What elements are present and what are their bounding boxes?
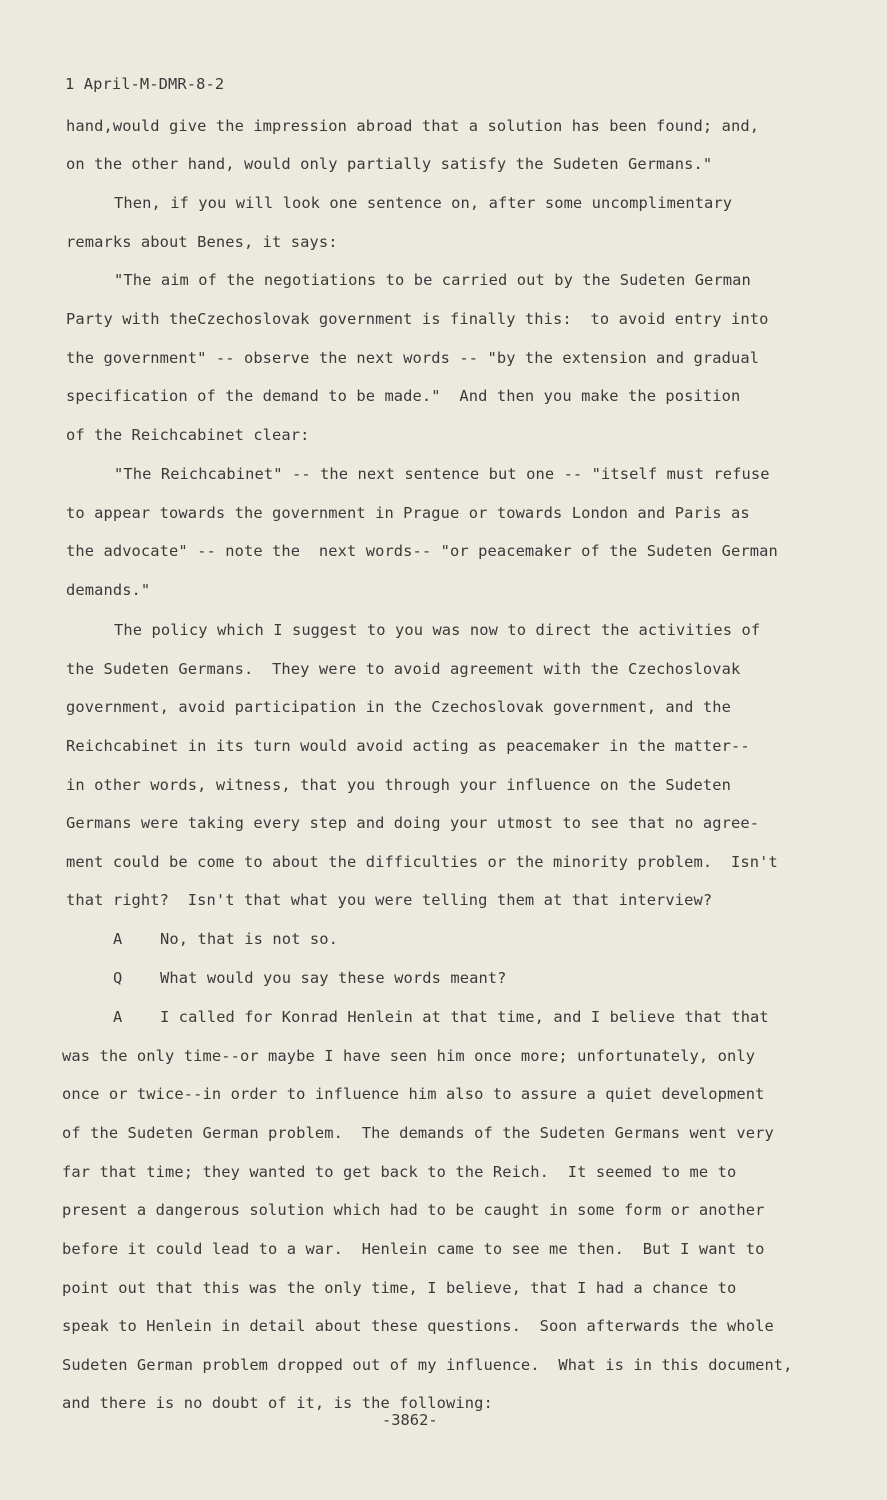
text-line-7: the government" -- observe the next words -- "by the extension and gradual [66,349,760,367]
text-line-14: The policy which I suggest to you was now to direct the activities of [114,621,761,639]
speaker-question: Q [113,969,123,987]
text-line-23: What would you say these words meant? [160,969,507,987]
text-line-20: ment could be come to about the difficulties or the minority problem. Isn't [66,853,778,871]
page-header: 1 April-M-DMR-8-2 [65,75,225,93]
text-line-24: I called for Konrad Henlein at that time, and I believe that that [160,1008,769,1026]
text-line-13: demands." [66,581,151,599]
text-line-29: present a dangerous solution which had to be caught in some form or another [62,1201,765,1219]
text-line-22: No, that is not so. [160,930,338,948]
text-line-6: Party with theCzechoslovak government is finally this: to avoid entry into [66,310,769,328]
text-line-9: of the Reichcabinet clear: [66,426,310,444]
text-line-10: "The Reichcabinet" -- the next sentence but one -- "itself must refuse [114,465,770,483]
text-line-3: Then, if you will look one sentence on, after some uncomplimentary [114,194,733,212]
text-line-15: the Sudeten Germans. They were to avoid agreement with the Czechoslovak [66,660,741,678]
text-line-2: on the other hand, would only partially satisfy the Sudeten Germans." [66,155,713,173]
text-line-31: point out that this was the only time, I believe, that I had a chance to [62,1279,737,1297]
text-line-30: before it could lead to a war. Henlein came to see me then. But I want to [62,1240,765,1258]
text-line-19: Germans were taking every step and doing your utmost to see that no agree- [66,814,760,832]
text-line-16: government, avoid participation in the Czechoslovak government, and the [66,698,731,716]
text-line-5: "The aim of the negotiations to be carried out by the Sudeten German [114,271,751,289]
speaker-answer: A [113,1008,123,1026]
text-line-27: of the Sudeten German problem. The demands of the Sudeten Germans went very [62,1124,774,1142]
page-number: -3862- [382,1411,438,1429]
text-line-34: and there is no doubt of it, is the following: [62,1394,493,1412]
text-line-33: Sudeten German problem dropped out of my influence. What is in this document, [62,1356,793,1374]
text-line-12: the advocate" -- note the next words-- "or peacemaker of the Sudeten German [66,542,778,560]
speaker-answer: A [113,930,123,948]
text-line-28: far that time; they wanted to get back to the Reich. It seemed to me to [62,1163,737,1181]
text-line-4: remarks about Benes, it says: [66,233,338,251]
text-line-32: speak to Henlein in detail about these questions. Soon afterwards the whole [62,1317,774,1335]
text-line-1: hand,would give the impression abroad that a solution has been found; and, [66,117,760,135]
text-line-8: specification of the demand to be made." And then you make the position [66,387,741,405]
text-line-11: to appear towards the government in Prague or towards London and Paris as [66,504,750,522]
text-line-25: was the only time--or maybe I have seen him once more; unfortunately, only [62,1047,756,1065]
text-line-17: Reichcabinet in its turn would avoid acting as peacemaker in the matter-- [66,737,750,755]
text-line-18: in other words, witness, that you through your influence on the Sudeten [66,776,731,794]
text-line-26: once or twice--in order to influence him also to assure a quiet development [62,1085,765,1103]
text-line-21: that right? Isn't that what you were telling them at that interview? [66,891,713,909]
